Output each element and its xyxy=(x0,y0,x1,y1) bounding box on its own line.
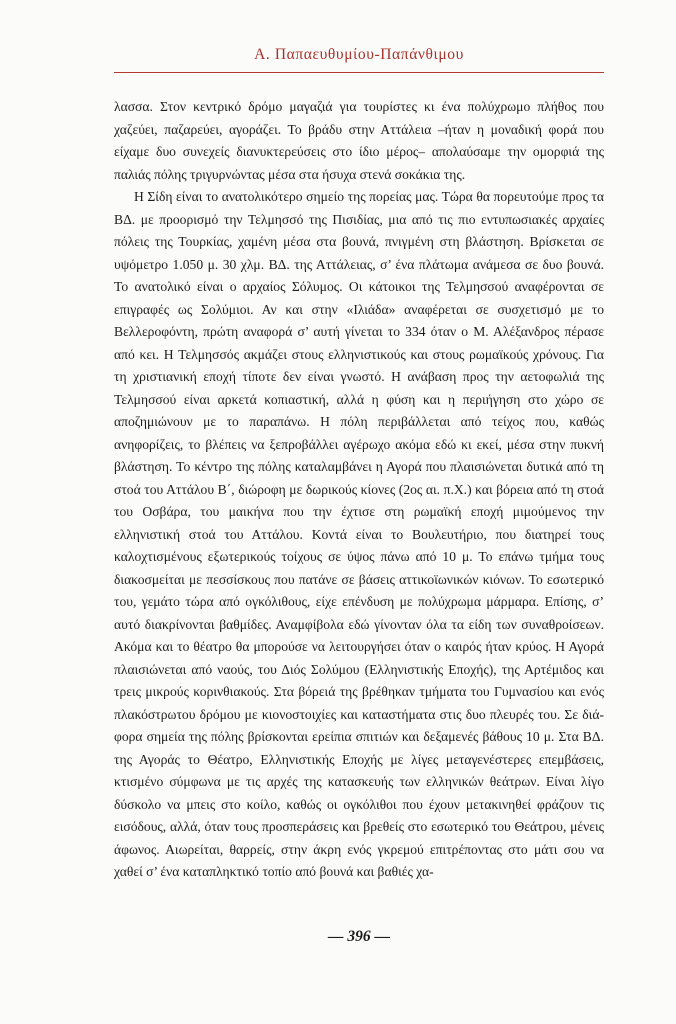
header-rule xyxy=(114,72,604,73)
paragraph-side-telmessos: Η Σίδη είναι το ανατολικότερο σημείο της πορείας μας. Τώρα θα πορευτούμε προς τα ΒΔ. με προορισμό την Τελμησσό της Πισιδίας, μια από τις πιο εντυπωσιακές αρχαίες πόλεις της Τουρκίας, χαμένη μέσα στα βουνά, πνιγμένη στη βλάστηση. Βρίσκεται σε υψόμετρο 1.050 μ. 30 χλμ. ΒΔ. της Αττάλειας, σ’ ένα πλάτωμα ανάμεσα σε δυο βουνά. Το ανατολικό είναι ο αρχαίος Σόλυμος. Οι κάτοικοι της Τελμησσού αναφέρονται σε επιγραφές ως Σολύμιοι. Αν και στην «Ιλιάδα» αναφέρεται σε συσχετισμό με το Βελλεροφόντη, πρώτη αναφορά σ’ αυτή γίνεται το 334 όταν ο Μ. Αλέξανδρος πέρασε από κει. Η Τελμησσός ακμάζει στους ελληνιστικούς και στους ρωμαϊκούς χρόνους. Για τη χριστιανική εποχή τίποτε δεν είναι γνωστό. Η ανάβαση προς την αετοφωλιά της Τελμησσού είναι αρκετά κοπιαστική, αλλά η φύση και η περιήγηση στο χώρο σε αποζημιώνουν με το παραπάνω. Η πόλη περιβάλλεται από τείχος που, καθώς ανηφορίζεις, το βλέπεις να ξεπροβάλλει αγέρωχο ακόμα εδώ κι εκεί, μέσα στην πυκνή βλάστηση. Το κέντρο της πόλης καταλαμβάνει η Αγορά που πλαισιώνεται δυτικά από τη στοά του Αττάλου Β΄, διώροφη με δωρικούς κίονες (2ος αι. π.Χ.) και βόρεια από τη στοά του Οσβάρα, του μαικήνα που την έχτισε στη ρωμαϊκή εποχή μιμούμενος την ελληνιστική στοά του Αττάλου. Κοντά είναι το Βουλευτήριο, που διατηρεί τους καλοχτισμένους εξωτερικούς τοίχους σε ύψος πάνω από 10 μ. Το επάνω τμήμα τους διακοσμείται με πεσσίσκους που πατάνε σε βάσεις αττικοϊωνικών κιόνων. Το εσωτερικό του, γεμάτο τώρα από ογκόλιθους, είχε επένδυση με πολύχρωμα μάρμαρα. Επίσης, σ’ αυτό διακρίνονται βαθμίδες. Αναμφίβολα εδώ γίνονταν όλα τα είδη των συναθροίσεων. Ακόμα και το θέατρο θα μπορούσε να λειτουργήσει όταν ο καιρός ήταν κρύος. Η Αγορά πλαισιώνεται από ναούς, του Διός Σολύμου (Ελληνιστικής Εποχής), της Αρτέμιδος και τρεις μικρούς κορινθιακούς. Στα βόρειά της βρέθηκαν τμήματα του Γυμνασίου και ενός πλακόστρωτου δρόμου με κιονοστοιχίες και καταστήματα στις δυο πλευρές του. Σε διάφορα σημεία της πόλης βρίσκονται ερείπια σπιτιών και δεξαμενές βάθους 10 μ. Στα ΒΔ. της Αγοράς το Θέατρο, Ελληνιστικής Εποχής με λίγες μεταγενέστερες επεμβάσεις, κτισμένο σύμφωνα με τις αρχές της κατασκευής των ελληνικών θεάτρων. Είναι λίγο δύσκολο να μπεις στο κοίλο, καθώς οι ογκόλιθοι που έχουν μετακινηθεί φράζουν τις εισόδους, αλλά, όταν τους προσπεράσεις και βρεθείς στο εσωτερικό του Θεάτρου, μένεις άφωνος. Αιωρείται, θαρρείς, στην άκρη ενός γκρεμού επιτρέποντας στο μάτι σου να χαθεί σ’ ένα καταπληκτικό τοπίο από βουνά και βαθιές χα- xyxy=(114,189,604,879)
paragraph-continued: λασσα. Στον κεντρικό δρόμο μαγαζιά για τουρίστες κι ένα πολύχρωμο πλήθος που χαζεύει, παζαρεύει, αγοράζει. Το βράδυ στην Αττάλεια –ήταν η μοναδική φορά που είχαμε δυο συνεχείς διανυκτερεύσεις στο ίδιο μέρος– απολαύσαμε την ομορφιά της παλιάς πόλης τριγυρνώντας μέσα στα ήσυχα στενά σοκάκια της. xyxy=(114,99,604,182)
page-number: — 396 — xyxy=(328,928,390,945)
body-text xyxy=(114,96,604,884)
running-header: Α. Παπαευθυμίου-Παπάνθιμου xyxy=(254,46,464,63)
